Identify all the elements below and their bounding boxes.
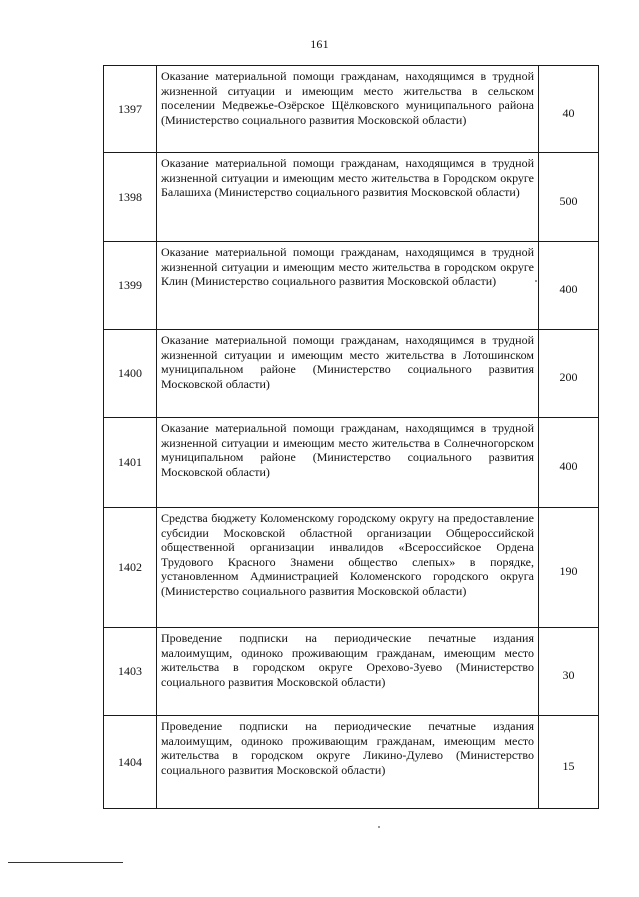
- footnote-separator-line: [8, 862, 123, 863]
- row-amount-cell: [539, 716, 599, 809]
- row-number: 1397: [118, 101, 142, 116]
- row-number: 1402: [118, 560, 142, 575]
- table-row: [104, 242, 599, 330]
- row-amount: 200: [559, 370, 578, 385]
- row-description: Оказание материальной помощи гражданам, находящимся в трудной жизненной ситуации и имеющим место жительства в Городском округе Балашиха (Министерство социального развития Московской области): [157, 153, 539, 242]
- row-description: Оказание материальной помощи гражданам, находящимся в трудной жизненной ситуации и имеющим место жительства в сельском поселении Медвежье-Озёрское Щёлковского муниципального района (Министерство социального развития Московской области): [157, 66, 539, 153]
- scan-speck: [535, 280, 537, 282]
- row-number-cell: [104, 508, 157, 628]
- scan-speck: [378, 826, 380, 828]
- page-number: 161: [310, 37, 329, 51]
- row-amount: 40: [562, 105, 575, 120]
- table-row: [104, 628, 599, 716]
- row-amount-cell: [539, 330, 599, 418]
- row-amount-cell: [539, 628, 599, 716]
- row-number: 1399: [118, 278, 142, 293]
- row-number: 1398: [118, 189, 142, 204]
- row-number-cell: [104, 330, 157, 418]
- row-amount-cell: [539, 153, 599, 242]
- row-description: Оказание материальной помощи гражданам, находящимся в трудной жизненной ситуации и имеющим место жительства в Лотошинском муниципальном районе (Министерство социального развития Московской области): [157, 330, 539, 418]
- row-number-cell: [104, 628, 157, 716]
- row-description: Оказание материальной помощи гражданам, находящимся в трудной жизненной ситуации и имеющим место жительства в Солнечногорском муниципальном районе (Министерство социального развития Московской области): [157, 418, 539, 508]
- row-number-cell: [104, 716, 157, 809]
- row-number: 1403: [118, 664, 142, 679]
- row-description: Проведение подписки на периодические печатные издания малоимущим, одиноко проживающим гражданам, имеющим место жительства в городском округе Ликино-Дулево (Министерство социального развития Московской области): [157, 716, 539, 809]
- row-amount-cell: [539, 242, 599, 330]
- row-number: 1400: [118, 366, 142, 381]
- budget-table: [103, 65, 599, 809]
- row-amount: 400: [559, 282, 578, 297]
- row-number-cell: [104, 153, 157, 242]
- table-row: [104, 508, 599, 628]
- row-number-cell: [104, 66, 157, 153]
- row-number: 1404: [118, 754, 142, 769]
- row-number-cell: [104, 418, 157, 508]
- row-amount-cell: [539, 66, 599, 153]
- row-amount: 15: [562, 758, 575, 773]
- row-amount-cell: [539, 418, 599, 508]
- row-amount-cell: [539, 508, 599, 628]
- row-amount: 30: [562, 668, 575, 683]
- table-row: [104, 418, 599, 508]
- row-amount: 400: [559, 459, 578, 474]
- row-number: 1401: [118, 455, 142, 470]
- table-row: [104, 66, 599, 153]
- table-row: [104, 153, 599, 242]
- row-description: Средства бюджету Коломенскому городскому округу на предоставление субсидии Московской областной организации Общероссийской общественной организации инвалидов «Всероссийское Ордена Трудового Красного Знамени общество слепых» в порядке, установленном Администрацией Коломенского городского округа (Министерство социального развития Московской области): [157, 508, 539, 628]
- table-row: [104, 716, 599, 809]
- row-amount: 190: [559, 564, 578, 579]
- row-amount: 500: [559, 193, 578, 208]
- row-description: Оказание материальной помощи гражданам, находящимся в трудной жизненной ситуации и имеющим место жительства в городском округе Клин (Министерство социального развития Московской области): [157, 242, 539, 330]
- row-number-cell: [104, 242, 157, 330]
- row-description: Проведение подписки на периодические печатные издания малоимущим, одиноко проживающим гражданам, имеющим место жительства в городском округе Орехово-Зуево (Министерство социального развития Московской области): [157, 628, 539, 716]
- table-row: [104, 330, 599, 418]
